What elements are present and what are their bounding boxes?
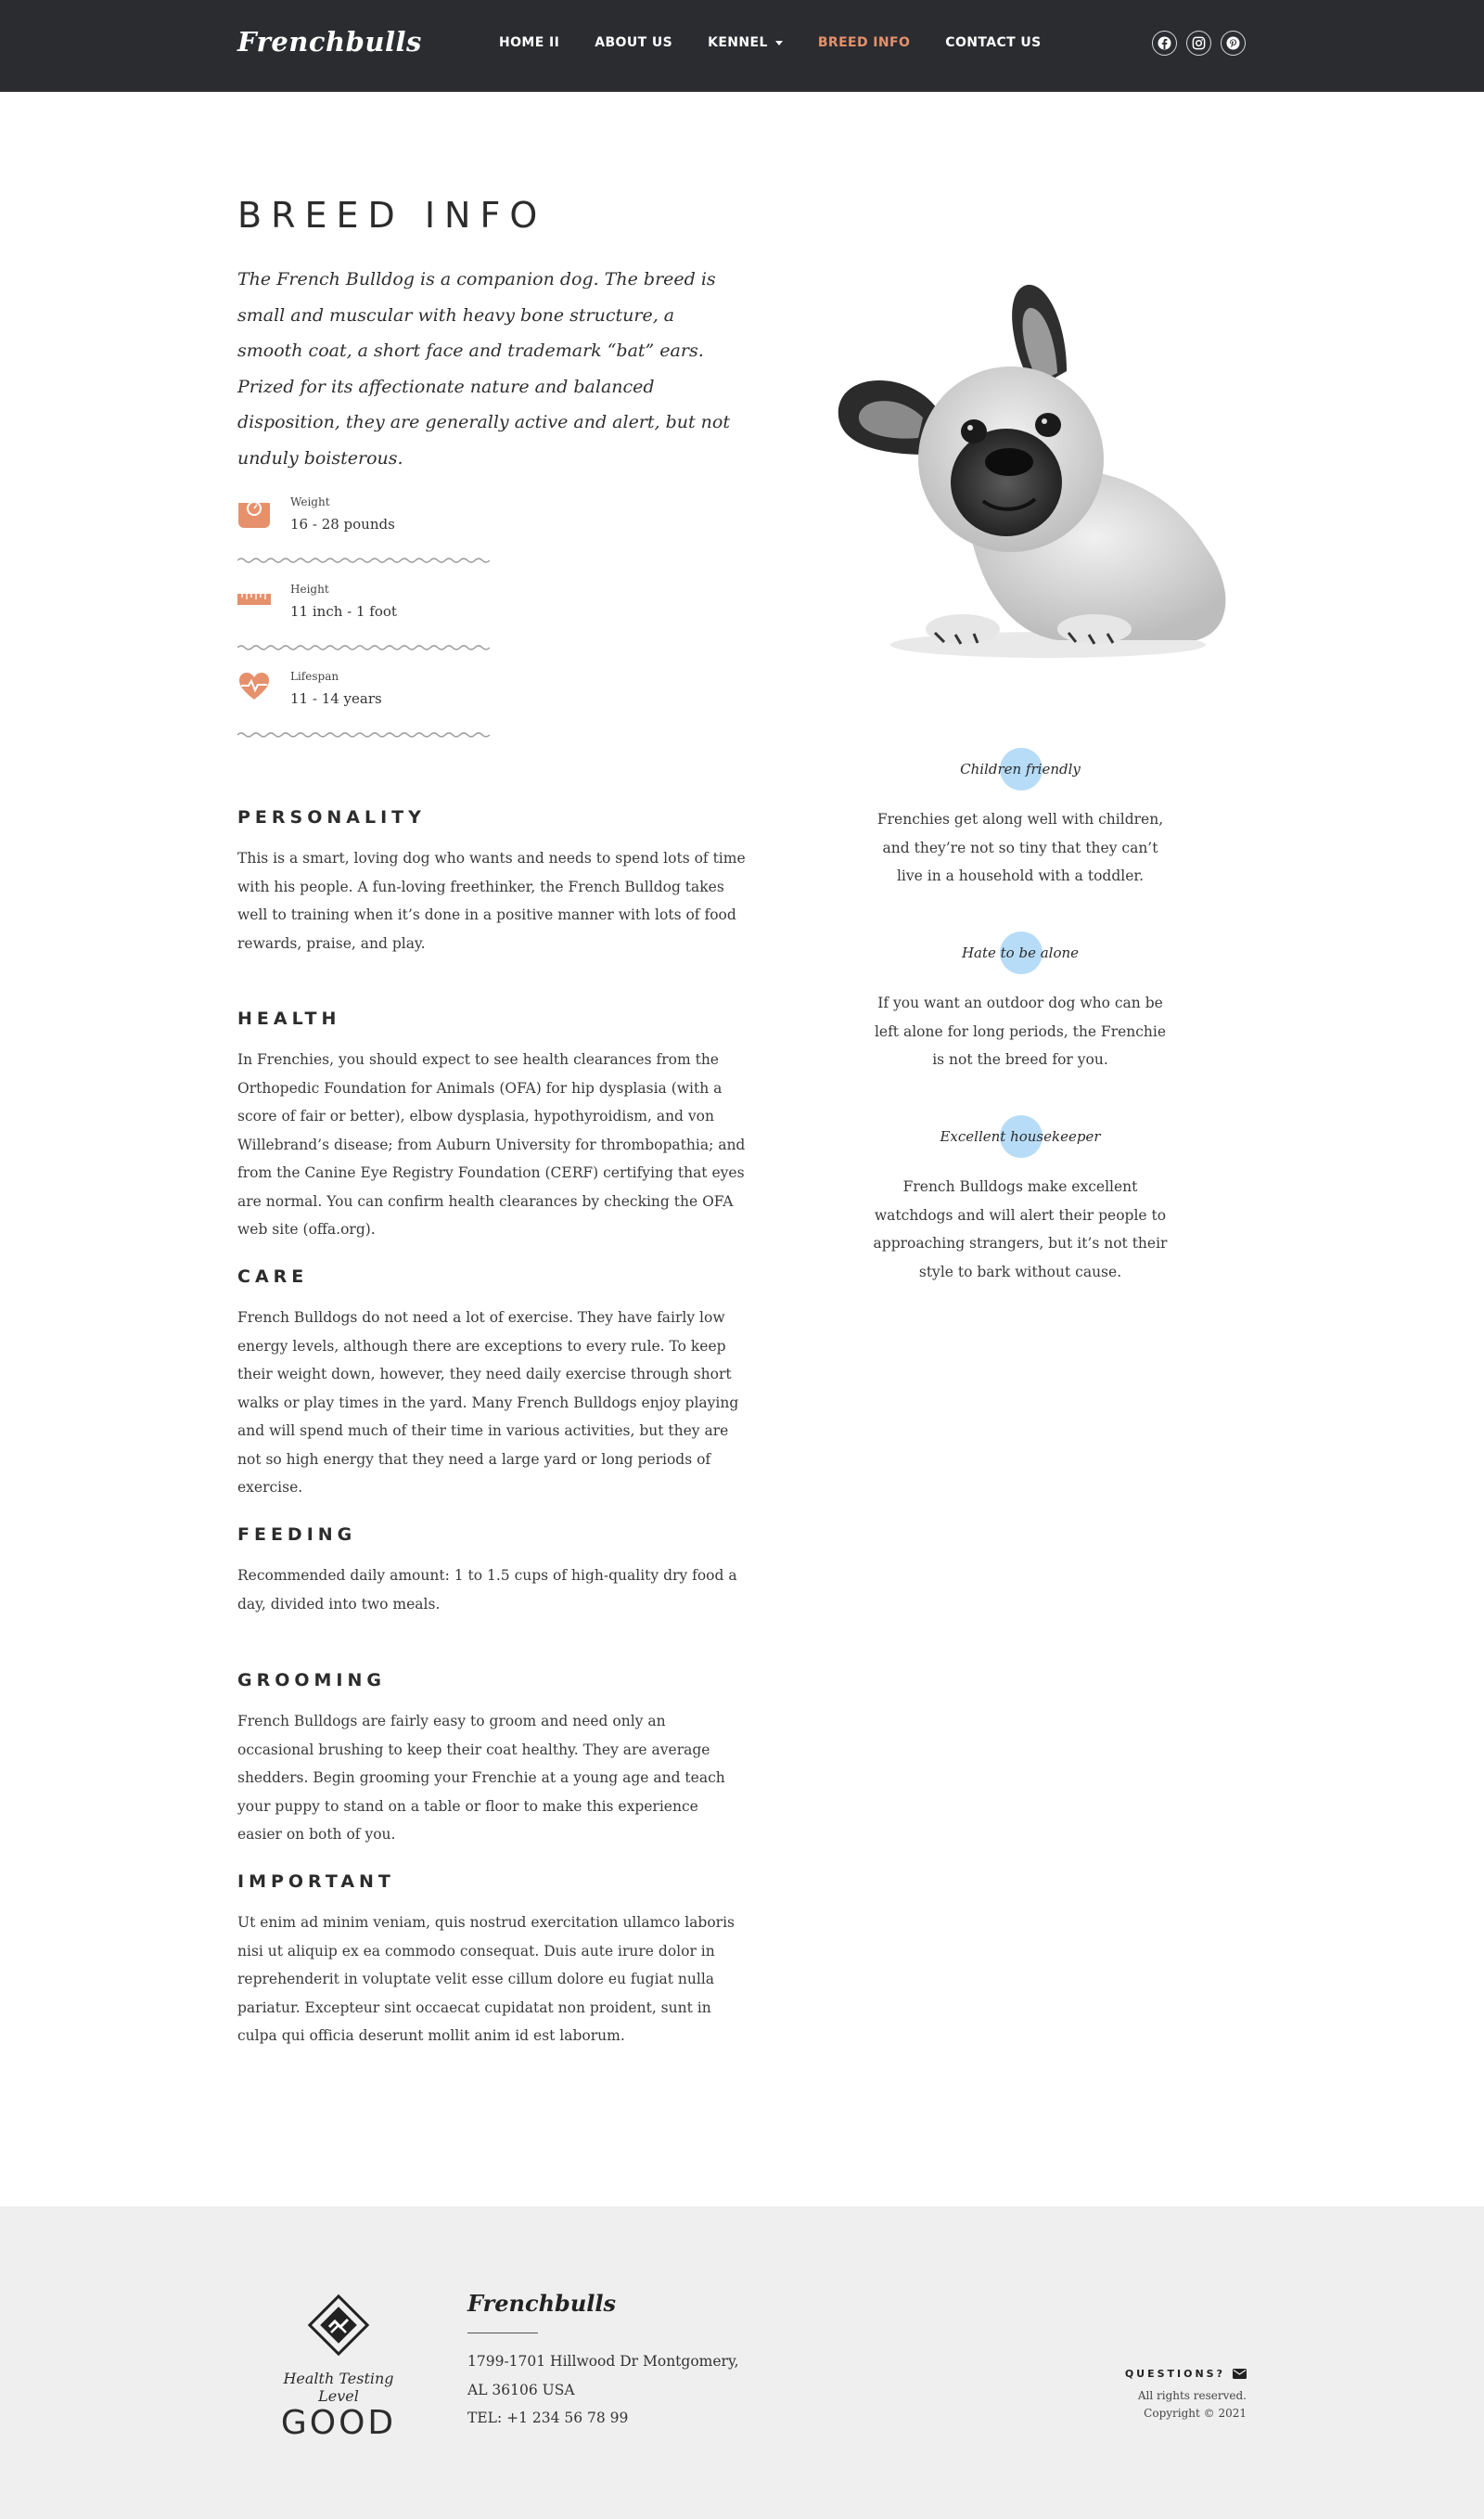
- copyright-text: Copyright © 2021: [1144, 2407, 1247, 2420]
- feature-text: Frenchies get along well with children, and they’re not so tiny that they can’t live in a household with a toddler.: [876, 811, 1164, 884]
- section-title: FEEDING: [237, 1524, 357, 1545]
- instagram-icon[interactable]: [1186, 31, 1211, 56]
- section-title: IMPORTANT: [237, 1871, 395, 1892]
- badge-grade: GOOD: [280, 2404, 397, 2442]
- page-title: BREED INFO: [237, 195, 547, 236]
- feature-title: Excellent housekeeper: [940, 1128, 1101, 1145]
- badge-label: Health Testing Level: [283, 2370, 394, 2405]
- nav-item-kennel-label: KENNEL: [708, 35, 768, 50]
- section-feeding: [237, 1524, 746, 1618]
- feature-excellent-housekeeper: [872, 1125, 1169, 1286]
- health-badge-icon: [305, 2292, 372, 2358]
- feature-children-friendly: [872, 757, 1169, 891]
- address-line-2: AL 36106 USA: [467, 2381, 575, 2398]
- section-personality: [237, 807, 746, 957]
- section-title: PERSONALITY: [237, 807, 426, 828]
- section-text: In Frenchies, you should expect to see health clearances from the Orthopedic Foundation for Animals (OFA) for hip dysplasia (with a score of fair or better), elbow dysplasia, hypothyroidism, and von Willebrand’s disease; from Auburn University for thrombopathia; and from the Canine Eye Registry Foundation (CERF) certifying that eyes are normal. You can confirm health clearances by checking the OFA web site (offa.org).: [237, 1051, 746, 1238]
- section-health: [237, 1009, 746, 1244]
- feature-title: Hate to be alone: [961, 945, 1080, 961]
- section-title: GROOMING: [237, 1670, 387, 1690]
- wave-divider: [237, 644, 490, 651]
- main-nav: [499, 35, 1077, 50]
- section-text: French Bulldogs are fairly easy to groom and need only an occasional brushing to keep their coat healthy. They are average shedders. Begin grooming your Frenchie at a young age and teach your puppy to stand on a table or floor to make this experience easier on both of you.: [237, 1713, 725, 1843]
- footer-right: [1125, 2368, 1247, 2423]
- feature-hate-to-be-alone: [872, 941, 1169, 1074]
- wave-divider: [237, 557, 490, 564]
- questions-label: QUESTIONS?: [1124, 2368, 1225, 2380]
- health-testing-badge: [269, 2292, 408, 2442]
- footer-logo[interactable]: Frenchbulls: [467, 2290, 617, 2317]
- section-important: [237, 1871, 746, 2050]
- nav-item-kennel[interactable]: [708, 35, 783, 50]
- section-grooming: [237, 1670, 746, 1849]
- section-text: Ut enim ad minim veniam, quis nostrud exercitation ullamco laboris nisi ut aliquip ex ea commodo consequat. Duis aute irure dolor in reprehenderit in voluptate velit esse cillum dolore eu fugiat nulla pariatur. Excepteur sint occaecat cupidatat non proident, sunt in culpa qui officia deserunt mollit anim id est laborum.: [237, 1914, 735, 2044]
- section-title: CARE: [237, 1266, 309, 1287]
- facebook-icon[interactable]: [1152, 31, 1177, 56]
- intro-text: The French Bulldog is a companion dog. The breed is small and muscular with heavy bone structure, a smooth coat, a short face and trademark “bat” ears. Prized for its affectionate nature and balanced disposition, they are generally active and alert, but not unduly boisterous.: [237, 269, 730, 469]
- feature-text: If you want an outdoor dog who can be left alone for long periods, the Frenchie is not the breed for you.: [874, 995, 1167, 1068]
- section-text: Recommended daily amount: 1 to 1.5 cups of high-quality dry food a day, divided into two meals.: [237, 1567, 737, 1613]
- section-title: HEALTH: [237, 1009, 341, 1029]
- section-text: French Bulldogs do not need a lot of exercise. They have fairly low energy levels, although there are exceptions to every rule. To keep their weight down, however, they need daily exercise through short walks or play times in the yard. Many French Bulldogs enjoy playing and will spend much of their time in various activities, but they are not so high energy that they need a large yard or long periods of exercise.: [237, 1309, 739, 1496]
- phone: TEL: +1 234 56 78 99: [467, 2410, 629, 2426]
- stat-label: Height: [290, 583, 329, 596]
- feature-text: French Bulldogs make excellent watchdogs and will alert their people to approaching strangers, but it’s not their style to bark without cause.: [873, 1178, 1168, 1280]
- stat-height: [237, 573, 490, 661]
- wave-divider: [237, 731, 490, 739]
- feature-title: Children friendly: [960, 761, 1081, 778]
- address-line-1: 1799-1701 Hillwood Dr Montgomery,: [467, 2353, 739, 2370]
- stat-label: Weight: [290, 495, 330, 508]
- french-bulldog-photo: [825, 269, 1252, 677]
- scale-icon: [237, 495, 271, 529]
- questions-link[interactable]: [1125, 2368, 1247, 2380]
- envelope-icon: [1233, 2369, 1247, 2379]
- stat-value: 11 - 14 years: [290, 690, 382, 707]
- site-logo[interactable]: Frenchbulls: [237, 26, 422, 58]
- nav-item-about-us[interactable]: ABOUT US: [595, 35, 673, 50]
- nav-item-home-ii[interactable]: HOME II: [499, 35, 560, 50]
- nav-item-contact-us[interactable]: CONTACT US: [945, 35, 1042, 50]
- pinterest-icon[interactable]: [1221, 31, 1246, 56]
- chevron-down-icon: [775, 41, 783, 45]
- site-footer: [0, 2206, 1484, 2519]
- stat-weight: [237, 486, 490, 573]
- section-text: This is a smart, loving dog who wants and needs to spend lots of time with his people. A fun-loving freethinker, the French Bulldog takes well to training when it’s done in a positive manner with lots of food rewards, praise, and play.: [237, 850, 746, 952]
- heartbeat-icon: [237, 670, 271, 703]
- site-header: [0, 0, 1484, 92]
- stat-lifespan: [237, 661, 490, 748]
- ruler-icon: [237, 583, 271, 616]
- rights-text: All rights reserved.: [1137, 2389, 1247, 2402]
- section-care: [237, 1266, 746, 1502]
- stat-value: 16 - 28 pounds: [290, 516, 395, 533]
- nav-item-breed-info[interactable]: BREED INFO: [817, 35, 911, 50]
- footer-legal: [1125, 2387, 1247, 2423]
- social-links: [1152, 31, 1255, 56]
- stat-value: 11 inch - 1 foot: [290, 603, 397, 620]
- footer-address: [467, 2347, 739, 2433]
- stat-label: Lifespan: [290, 670, 339, 683]
